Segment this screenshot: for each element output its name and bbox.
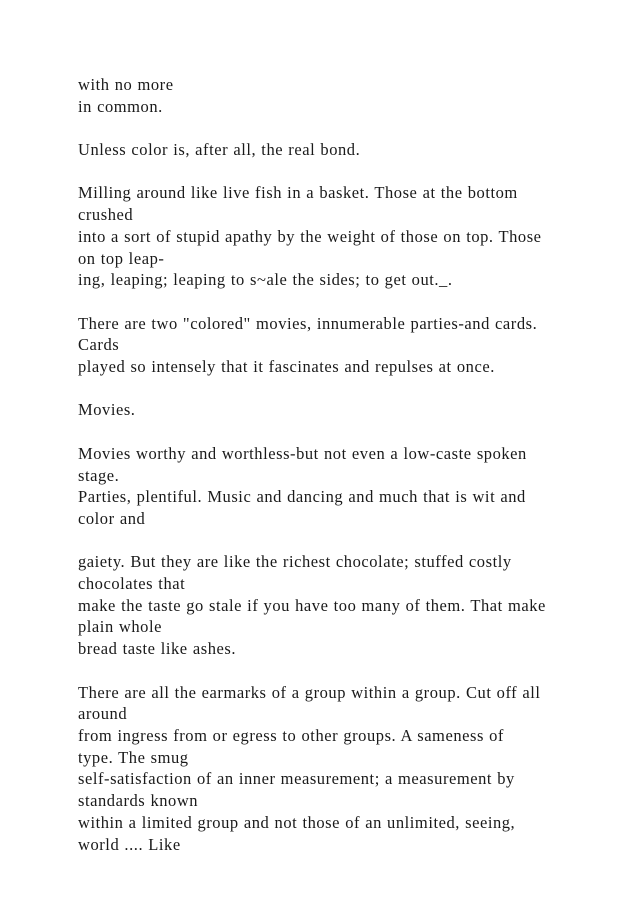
text-line: into a sort of stupid apathy by the weight of those on top. Those (78, 226, 542, 246)
text-line (78, 117, 626, 139)
text-line: played so intensely that it fascinates and repulses at once. (78, 357, 495, 377)
text-line: Movies. (78, 400, 136, 420)
text-line: There are two "colored" movies, innumerable parties-and cards. (78, 313, 538, 333)
text-line: on top leap- (78, 248, 165, 268)
text-line: Parties, plentiful. Music and dancing and much that is wit and (78, 487, 526, 507)
text-line (78, 421, 626, 443)
text-line: Milling around like live fish in a basket. Those at the bottom (78, 183, 518, 203)
text-line: color and (78, 508, 146, 528)
text-line: in common. (78, 96, 163, 116)
text-line: plain whole (78, 617, 162, 637)
text-line: There are all the earmarks of a group within a group. Cut off all (78, 682, 541, 702)
text-line (78, 660, 626, 682)
text-line: type. The smug (78, 747, 189, 767)
text-line: bread taste like ashes. (78, 639, 237, 659)
text-line: with no more (78, 75, 174, 94)
text-line: standards known (78, 791, 199, 811)
text-line: self-satisfaction of an inner measurement; a measurement by (78, 769, 515, 789)
text-line: from ingress from or egress to other groups. A sameness of (78, 725, 504, 745)
text-line: chocolates that (78, 574, 186, 594)
text-line: crushed (78, 205, 134, 225)
text-line: around (78, 704, 128, 724)
text-line (78, 378, 626, 400)
text-line: gaiety. But they are like the richest chocolate; stuffed costly (78, 552, 512, 572)
text-line: Unless color is, after all, the real bond. (78, 140, 361, 160)
text-line: within a limited group and not those of an unlimited, seeing, (78, 812, 516, 832)
text-line: Cards (78, 335, 120, 355)
text-line: world .... Like (78, 834, 181, 854)
text-line: ing, leaping; leaping to s~ale the sides; to get out._. (78, 270, 453, 290)
text-line: Movies worthy and worthless-but not even a low-caste spoken (78, 443, 527, 463)
text-line: make the taste go stale if you have too many of them. That make (78, 595, 546, 615)
text-line (78, 161, 626, 183)
text-line: stage. (78, 465, 120, 485)
text-line (78, 530, 626, 552)
document-text (78, 74, 626, 855)
text-line (78, 291, 626, 313)
